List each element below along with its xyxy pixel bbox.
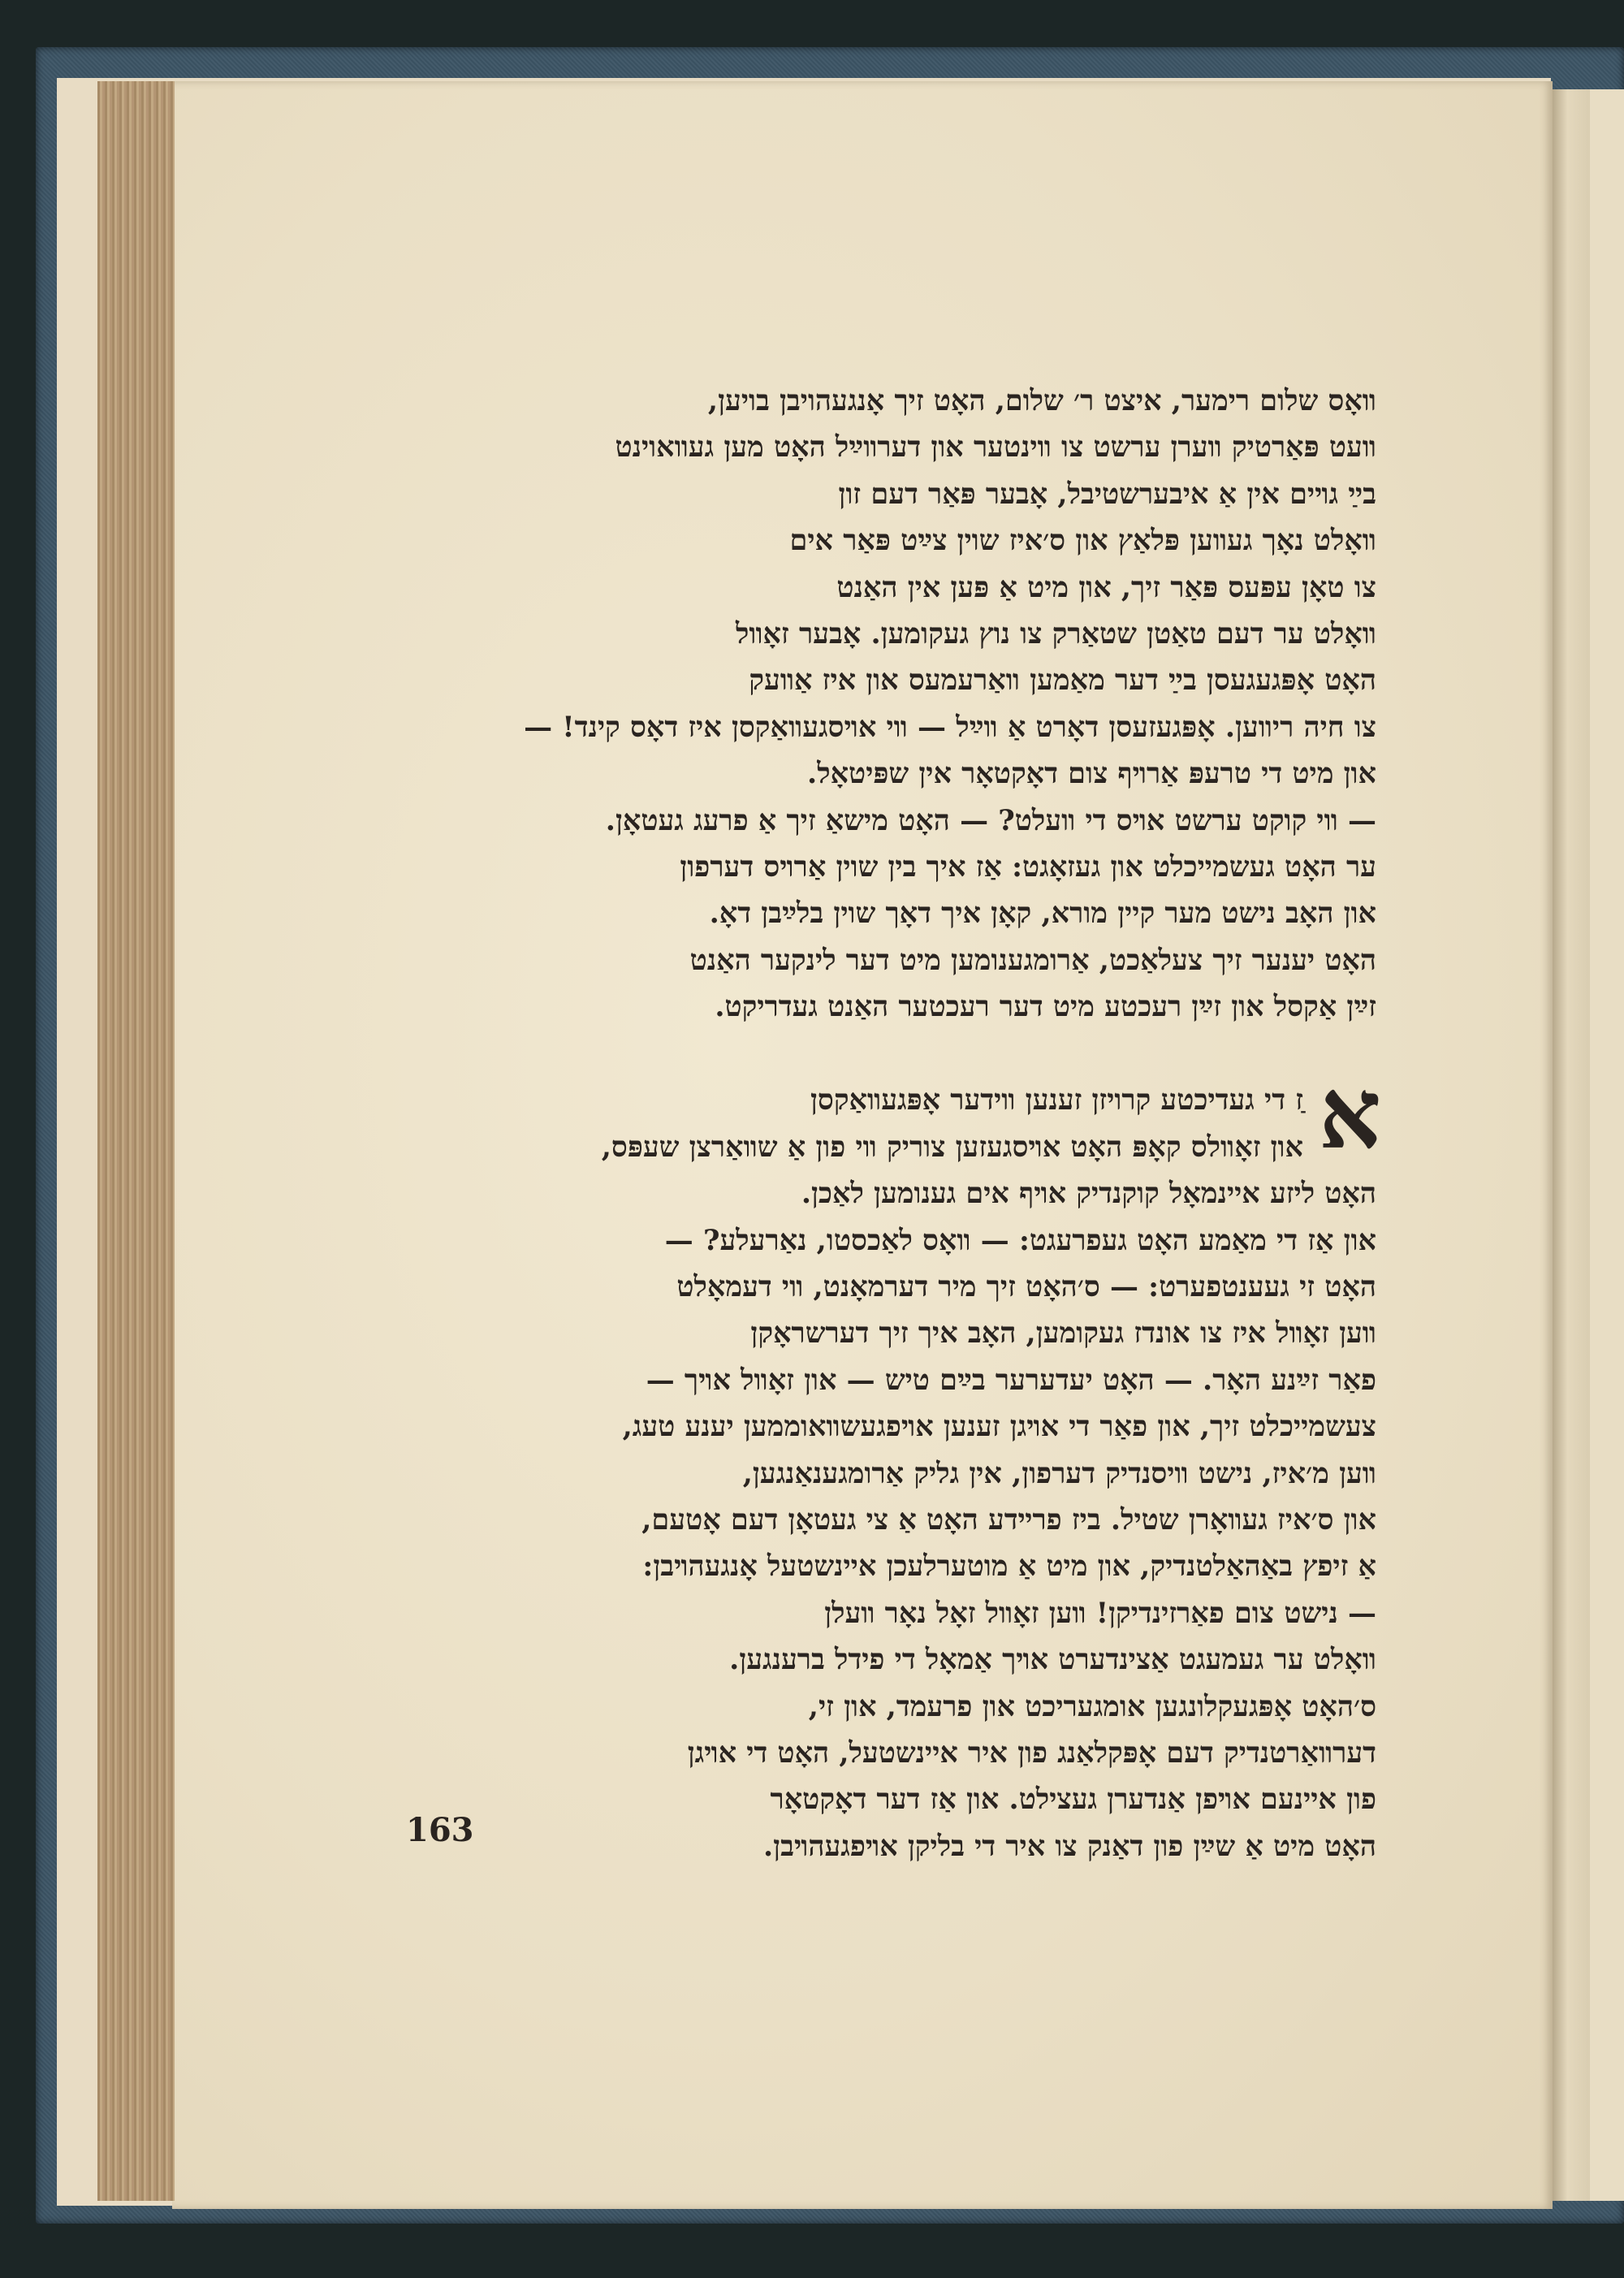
text-line: און זאָװלס קאָפּ האָט אױסגעזען צוריק װי פון אַ שװאַרצן שעפּס, bbox=[601, 1130, 1303, 1164]
text-line: װאָס שלום רימער, איצט ר׳ שלום, האָט זיך אָנגעהויבן בויען, bbox=[707, 384, 1376, 417]
text-line: — װי קוקט ערשט אױס די װעלט? — האָט מישאַ זיך אַ פרעג געטאָן. bbox=[605, 803, 1376, 837]
text-line: בײַ גױים אין אַ איבערשטיבל, אָבער פּאַר דעם זון bbox=[838, 477, 1376, 511]
paragraph-1 bbox=[422, 378, 1376, 1030]
text-line: אַ זיפץ באַהאַלטנדיק, און מיט אַ מוטערלעכן איינשטעל אָנגעהױבן: bbox=[642, 1550, 1376, 1584]
text-line: װען זאָװל איז צו אונדז געקומען, האָב איך זיך דערשראָקן bbox=[750, 1316, 1376, 1351]
text-line: צו טאָן עפּעס פּאַר זיך, און מיט אַ פּען אין האַנט bbox=[836, 570, 1376, 604]
text-line: און האָב נישט מער קיין מורא, קאָן איך דאָך שוין בלײַבן דאָ. bbox=[709, 897, 1376, 931]
text-line: צעשמייכלט זיך, און פאַר די אױגן זענען אױפגעשװאוממען יענע טעג, bbox=[622, 1410, 1376, 1444]
text-line: װאָלט נאָך געװען פּלאַץ און ס׳איז שוין צײַט פּאַר אים bbox=[789, 524, 1376, 558]
facing-page-edge bbox=[1590, 89, 1624, 2201]
text-line: װען מ׳איז, נישט װיסנדיק דערפון, אין גליק אַרומגענאַנגען, bbox=[742, 1456, 1376, 1490]
text-line: פון איינעם אױפן אַנדערן געצילט. און אַז דער דאָקטאָר bbox=[770, 1783, 1376, 1817]
text-line: האָט ליזע איינמאָל קוקנדיק אױף אים גענומען לאַכן. bbox=[801, 1177, 1376, 1211]
text-line: ס׳האָט אָפּגעקלונגען אומגעריכט און פרעמד, און זי, bbox=[808, 1689, 1376, 1723]
text-line: דערװאַרטנדיק דעם אָפּקלאַנג פון איר איינשטעל, האָט די אױגן bbox=[687, 1736, 1376, 1770]
text-line: פאַר זײַנע האָר. — האָט יעדערער בײַם טיש — און זאָװל אױך — bbox=[646, 1363, 1376, 1397]
text-line: ער האָט געשמייכלט און געזאָגט: אַז איך בין שוין אַרױס דערפון bbox=[680, 849, 1376, 884]
text-line: און אַז די מאַמע האָט געפרעגט: — װאָס לאַכסטו, נאַרעלע? — bbox=[664, 1223, 1376, 1257]
text-line: און מיט די טרעפּ אַרױף צום דאָקטאָר אין שפּיטאָל. bbox=[807, 757, 1376, 791]
text-line: האָט אָפּגעגעסן בײַ דער מאַמען װאַרעמעס און איז אַװעק bbox=[749, 664, 1376, 698]
text-line: האָט זי געענטפערט: — ס׳האָט זיך מיר דערמאָנט, װי דעמאָלט bbox=[676, 1270, 1376, 1304]
book-gutter bbox=[1553, 89, 1590, 2201]
text-line: און ס׳איז געװאָרן שטיל. ביז פרײדע האָט אַ צי געטאָן דעם אָטעם, bbox=[641, 1502, 1376, 1537]
text-line: האָט מיט אַ שײַן פון דאַנק צו איר די בליקן אױפגעהױבן. bbox=[762, 1829, 1376, 1863]
page-text bbox=[422, 378, 1381, 1870]
page-number: 163 bbox=[406, 1811, 474, 1849]
text-line: צו חיה ריװען. אָפּגעזעסן דאָרט אַ װײַל — װי אױסגעװאַקסן איז דאָס קינד! — bbox=[524, 710, 1376, 744]
text-line: װעט פּאַרטיק װערן ערשט צו װינטער און דערװײַל האָט מען געװאוינט bbox=[615, 430, 1376, 465]
text-line: װאָלט ער דעם טאַטן שטאַרק צו נוץ געקומען. אָבער זאָװל bbox=[735, 616, 1376, 651]
drop-cap: א bbox=[1318, 1057, 1381, 1172]
page-stack-edge bbox=[97, 81, 175, 2201]
text-line: ַז די געדיכטע קרויזן זענען װידער אָפּגעװאַקסן bbox=[810, 1083, 1303, 1117]
text-line: זײַן אַקסל און זײַן רעכטע מיט דער רעכטער האַנט געדריקט. bbox=[715, 990, 1376, 1024]
text-line: האָט יענער זיך צעלאַכט, אַרומגענומען מיט דער לינקער האַנט bbox=[689, 943, 1376, 977]
text-line: װאָלט ער געמעגט אַצינדערט אױך אַמאָל די פידל ברענגען. bbox=[729, 1643, 1376, 1677]
paragraph-2 bbox=[422, 1057, 1381, 1870]
text-line: — נישט צום פאַרזינדיקן! װען זאָװל זאָל נאָר װעלן bbox=[824, 1596, 1376, 1630]
